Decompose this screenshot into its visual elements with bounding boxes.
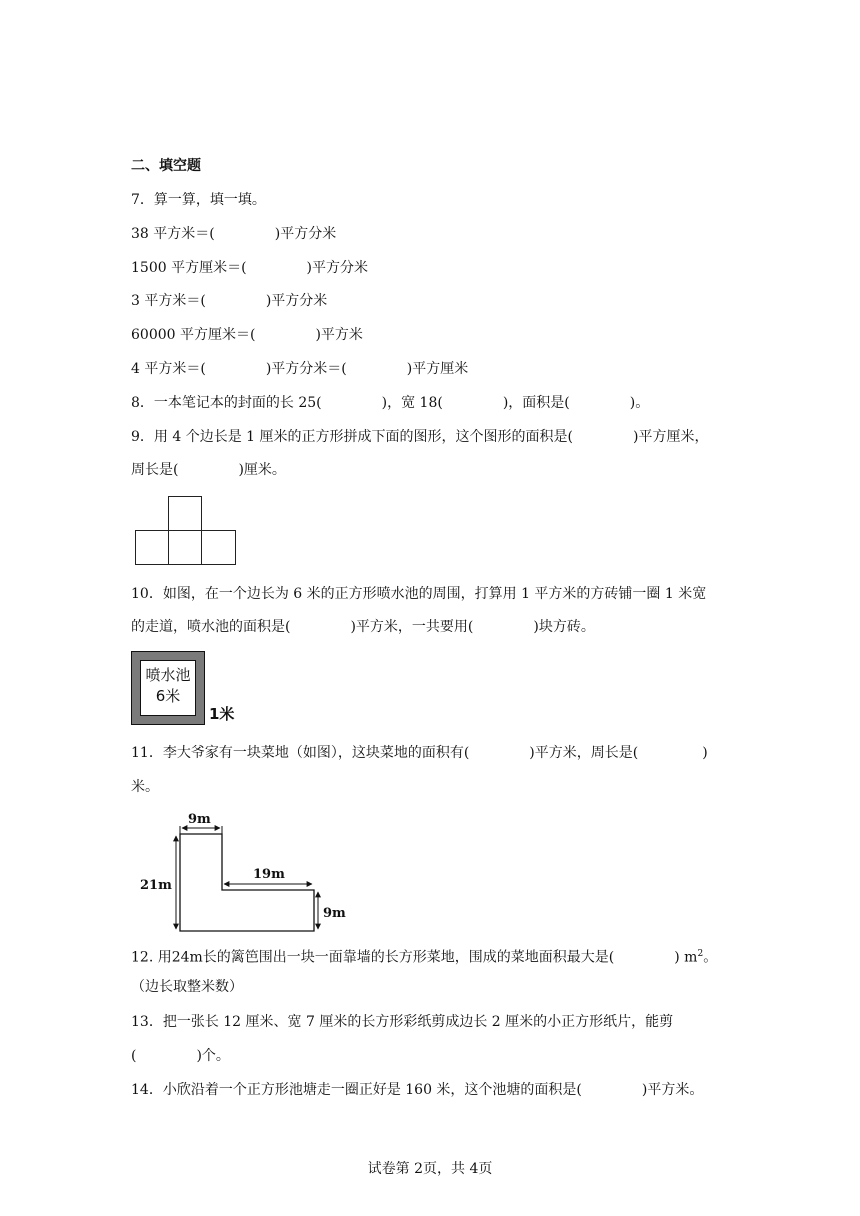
- text: 8．一本笔记本的封面的长 25(: [131, 395, 322, 411]
- text: 11．李大爷家有一块菜地（如图），这块菜地的面积有(: [131, 745, 470, 761]
- text: )个。: [196, 1048, 230, 1064]
- text: 14．小欣沿着一个正方形池塘走一圈正好是 160 米，这个池塘的面积是(: [131, 1082, 582, 1098]
- text: 60000 平方厘米＝(: [131, 327, 256, 343]
- text: 3 平方米＝(: [131, 293, 206, 309]
- dim-top-label: 9m: [188, 812, 211, 827]
- text: )平方分米＝(: [265, 361, 347, 377]
- q14-line: [131, 1080, 703, 1100]
- text: 周长是(: [131, 462, 179, 478]
- q9-line-2: [131, 460, 286, 480]
- l-shape-drawing: [138, 812, 353, 936]
- section-title: 二、填空题: [131, 158, 201, 174]
- q11-line-1: [131, 743, 708, 763]
- text: (: [131, 1048, 137, 1064]
- q7-line-5: [131, 359, 468, 379]
- q7-line-3: [131, 291, 327, 311]
- text: 的走道，喷水池的面积是(: [131, 619, 291, 635]
- q12-line-2: （边长取整米数）: [131, 979, 243, 995]
- l-shape-figure: [138, 812, 353, 936]
- text: )块方砖。: [533, 619, 595, 635]
- superscript: 2: [697, 949, 704, 959]
- q13-line-2: [131, 1046, 230, 1066]
- text: 12. 用24m长的篱笆围出一块一面靠墙的长方形菜地，围成的菜地面积最大是(: [131, 949, 615, 966]
- text: ) m: [674, 949, 698, 966]
- walkway-width-label: 1米: [209, 705, 235, 723]
- text: )平方分米: [265, 293, 328, 309]
- text: )。: [629, 395, 650, 411]
- q7-line-1: [131, 224, 336, 244]
- dim-right-label: 9m: [323, 906, 346, 921]
- q12-line-1: [131, 944, 717, 968]
- q10-line-2: [131, 617, 595, 637]
- q10-line-1: 10．如图，在一个边长为 6 米的正方形喷水池的周围，打算用 1 平方米的方砖铺一圈 1 米宽: [131, 586, 707, 602]
- text: )平方厘米: [406, 361, 469, 377]
- text: )平方分米: [274, 226, 337, 242]
- text: 1500 平方厘米＝(: [131, 260, 247, 276]
- dim-left-label: 21m: [140, 878, 172, 893]
- page-footer: 试卷第 2页，共 4页: [367, 1161, 493, 1177]
- text: )平方米: [315, 327, 363, 343]
- text: )平方厘米，: [632, 429, 709, 445]
- square-bottom-left: [136, 531, 169, 565]
- text: ): [702, 745, 708, 761]
- q7-line-2: [131, 258, 368, 278]
- l-shape-outline: [180, 834, 314, 931]
- squares-figure: [134, 496, 238, 566]
- text: )平方米。: [641, 1082, 704, 1098]
- q7-stem: 7．算一算，填一填。: [131, 192, 266, 208]
- square-bottom-middle: [169, 531, 202, 565]
- q11-line-2: 米。: [131, 779, 159, 795]
- text: 4 平方米＝(: [131, 361, 206, 377]
- text: 9．用 4 个边长是 1 厘米的正方形拼成下面的图形，这个图形的面积是(: [131, 429, 573, 445]
- fountain-label: 喷水池: [145, 666, 191, 684]
- text: )平方米，周长是(: [529, 745, 639, 761]
- text: )厘米。: [238, 462, 286, 478]
- square-top: [169, 497, 202, 531]
- square-bottom-right: [202, 531, 236, 565]
- text: 38 平方米＝(: [131, 226, 215, 242]
- dim-mid-label: 19m: [253, 867, 285, 882]
- q9-line-1: [131, 427, 708, 447]
- fountain-figure: [131, 651, 205, 725]
- q8-line: [131, 393, 649, 413]
- q7-line-4: [131, 325, 363, 345]
- fountain-side-length: 6米: [155, 687, 181, 705]
- q13-line-1: 13．把一张长 12 厘米、宽 7 厘米的长方形彩纸剪成边长 2 厘米的小正方形纸片，能剪: [131, 1014, 674, 1030]
- text: )平方分米: [306, 260, 369, 276]
- text: )平方米，一共要用(: [350, 619, 474, 635]
- text: )，面积是(: [502, 395, 570, 411]
- text: )，宽 18(: [381, 395, 443, 411]
- text: 。: [703, 949, 718, 966]
